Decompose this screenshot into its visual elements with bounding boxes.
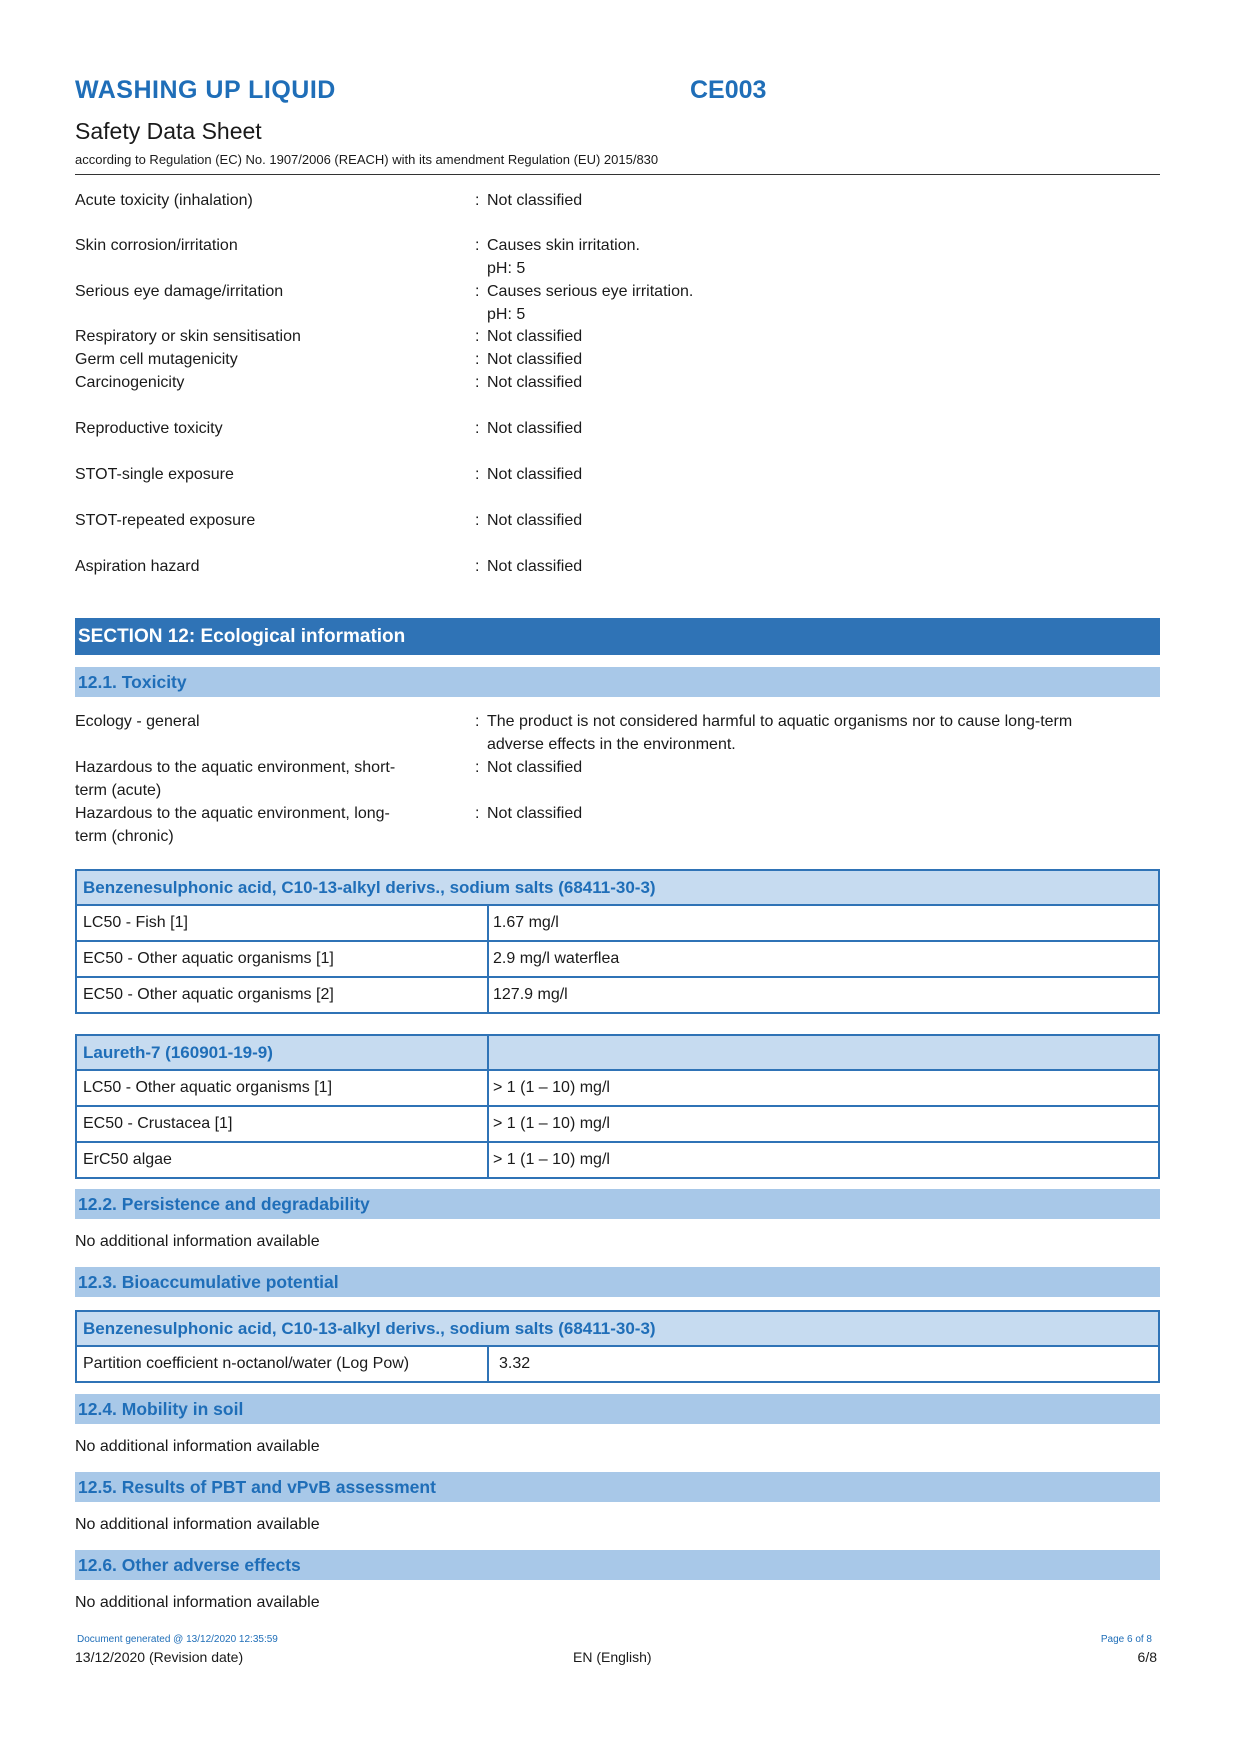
table-cell-value: > 1 (1 – 10) mg/l [493, 1115, 610, 1132]
footer-page-number: 6/8 [1137, 1649, 1157, 1665]
table-cell-test: ErC50 algae [77, 1143, 489, 1177]
table-cell-value: > 1 (1 – 10) mg/l [493, 1079, 610, 1096]
table-cell-value: 1.67 mg/l [493, 914, 559, 931]
product-name: WASHING UP LIQUID [75, 76, 336, 104]
table-cell-test: LC50 - Other aquatic organisms [1] [77, 1071, 489, 1105]
table-row [77, 1143, 1158, 1177]
subsection-12-5-heading: 12.5. Results of PBT and vPvB assessment [75, 1472, 1160, 1502]
table-cell-value: > 1 (1 – 10) mg/l [493, 1151, 610, 1168]
eco-label: Ecology - general [75, 713, 200, 730]
table-cell-value: 3.32 [499, 1355, 531, 1372]
colon: : [475, 283, 480, 300]
eco-label: Hazardous to the aquatic environment, short-term (acute) [75, 759, 396, 799]
colon: : [475, 805, 480, 822]
tox-value: Not classified [487, 512, 583, 529]
table-header [77, 1036, 1158, 1071]
tox-value: Not classified [487, 374, 583, 391]
section-12-heading: SECTION 12: Ecological information [75, 618, 1160, 655]
footer-revision-date: 13/12/2020 (Revision date) [75, 1649, 244, 1665]
tox-label: Serious eye damage/irritation [75, 283, 284, 300]
colon: : [475, 192, 480, 209]
subsection-12-1-heading: 12.1. Toxicity [75, 667, 1160, 697]
header-divider [75, 174, 1160, 175]
table-header [77, 871, 1158, 906]
tox-label: Germ cell mutagenicity [75, 351, 238, 368]
pbt-text: No additional information available [75, 1516, 320, 1533]
table-row [77, 1347, 1158, 1381]
subsection-12-6-heading: 12.6. Other adverse effects [75, 1550, 1160, 1580]
other-effects-text: No additional information available [75, 1594, 320, 1611]
subsection-12-2-heading: 12.2. Persistence and degradability [75, 1189, 1160, 1219]
toxicity-table-laureth [75, 1034, 1160, 1179]
tox-label: STOT-single exposure [75, 466, 234, 483]
table-header-title: Laureth-7 (160901-19-9) [77, 1036, 489, 1069]
footer-language: EN (English) [573, 1649, 652, 1665]
tox-label: Aspiration hazard [75, 558, 200, 575]
table-cell-test: LC50 - Fish [1] [77, 906, 489, 940]
tox-value: Not classified [487, 328, 583, 345]
eco-value: Not classified [487, 805, 583, 822]
colon: : [475, 237, 480, 254]
colon: : [475, 558, 480, 575]
regulation-note: according to Regulation (EC) No. 1907/2006 (REACH) with its amendment Regulation (EU) 2015/830 [75, 152, 659, 167]
document-title: Safety Data Sheet [75, 118, 262, 144]
colon: : [475, 512, 480, 529]
eco-label: Hazardous to the aquatic environment, long-term (chronic) [75, 805, 390, 845]
table-row [77, 942, 1158, 978]
table-header-title: Benzenesulphonic acid, C10-13-alkyl derivs., sodium salts (68411-30-3) [83, 878, 656, 897]
tox-label: Reproductive toxicity [75, 420, 223, 437]
table-row [77, 1071, 1158, 1107]
document-page [75, 0, 1160, 1754]
tox-label: Skin corrosion/irritation [75, 237, 238, 254]
table-row [77, 978, 1158, 1012]
tox-value: Causes skin irritation. pH: 5 [487, 237, 640, 277]
table-header-empty [489, 1036, 1158, 1069]
colon: : [475, 466, 480, 483]
tox-label: Acute toxicity (inhalation) [75, 192, 253, 209]
tox-value: Not classified [487, 558, 583, 575]
table-row [77, 906, 1158, 942]
colon: : [475, 374, 480, 391]
toxicity-table-benzenesulphonic [75, 869, 1160, 1014]
table-cell-value: 2.9 mg/l waterflea [493, 950, 620, 967]
tox-value: Not classified [487, 466, 583, 483]
table-row [77, 1107, 1158, 1143]
bioaccumulation-table [75, 1310, 1160, 1383]
table-cell-value: 127.9 mg/l [493, 986, 568, 1003]
tox-value: Not classified [487, 192, 583, 209]
footer-generated: Document generated @ 13/12/2020 12:35:59 [77, 1634, 278, 1645]
colon: : [475, 759, 480, 776]
product-code: CE003 [690, 76, 767, 104]
colon: : [475, 351, 480, 368]
tox-value: Causes serious eye irritation. pH: 5 [487, 283, 694, 323]
tox-label: Carcinogenicity [75, 374, 185, 391]
colon: : [475, 420, 480, 437]
colon: : [475, 328, 480, 345]
subsection-12-3-heading: 12.3. Bioaccumulative potential [75, 1267, 1160, 1297]
persistence-text: No additional information available [75, 1233, 320, 1250]
table-header [77, 1312, 1158, 1347]
eco-value: Not classified [487, 759, 583, 776]
table-cell-test: EC50 - Other aquatic organisms [1] [77, 942, 489, 976]
tox-value: Not classified [487, 351, 583, 368]
table-cell-test: EC50 - Crustacea [1] [77, 1107, 489, 1141]
table-cell-test: EC50 - Other aquatic organisms [2] [77, 978, 489, 1012]
footer-page-of: Page 6 of 8 [1100, 1634, 1152, 1645]
tox-value: Not classified [487, 420, 583, 437]
tox-label: Respiratory or skin sensitisation [75, 328, 301, 345]
tox-label: STOT-repeated exposure [75, 512, 256, 529]
subsection-12-4-heading: 12.4. Mobility in soil [75, 1394, 1160, 1424]
colon: : [475, 713, 480, 730]
mobility-text: No additional information available [75, 1438, 320, 1455]
table-cell-test: Partition coefficient n-octanol/water (Log Pow) [77, 1347, 489, 1381]
eco-value: The product is not considered harmful to aquatic organisms nor to cause long-term adverse effects in the environment. [487, 713, 1073, 753]
table-header-title: Benzenesulphonic acid, C10-13-alkyl derivs., sodium salts (68411-30-3) [83, 1319, 656, 1338]
